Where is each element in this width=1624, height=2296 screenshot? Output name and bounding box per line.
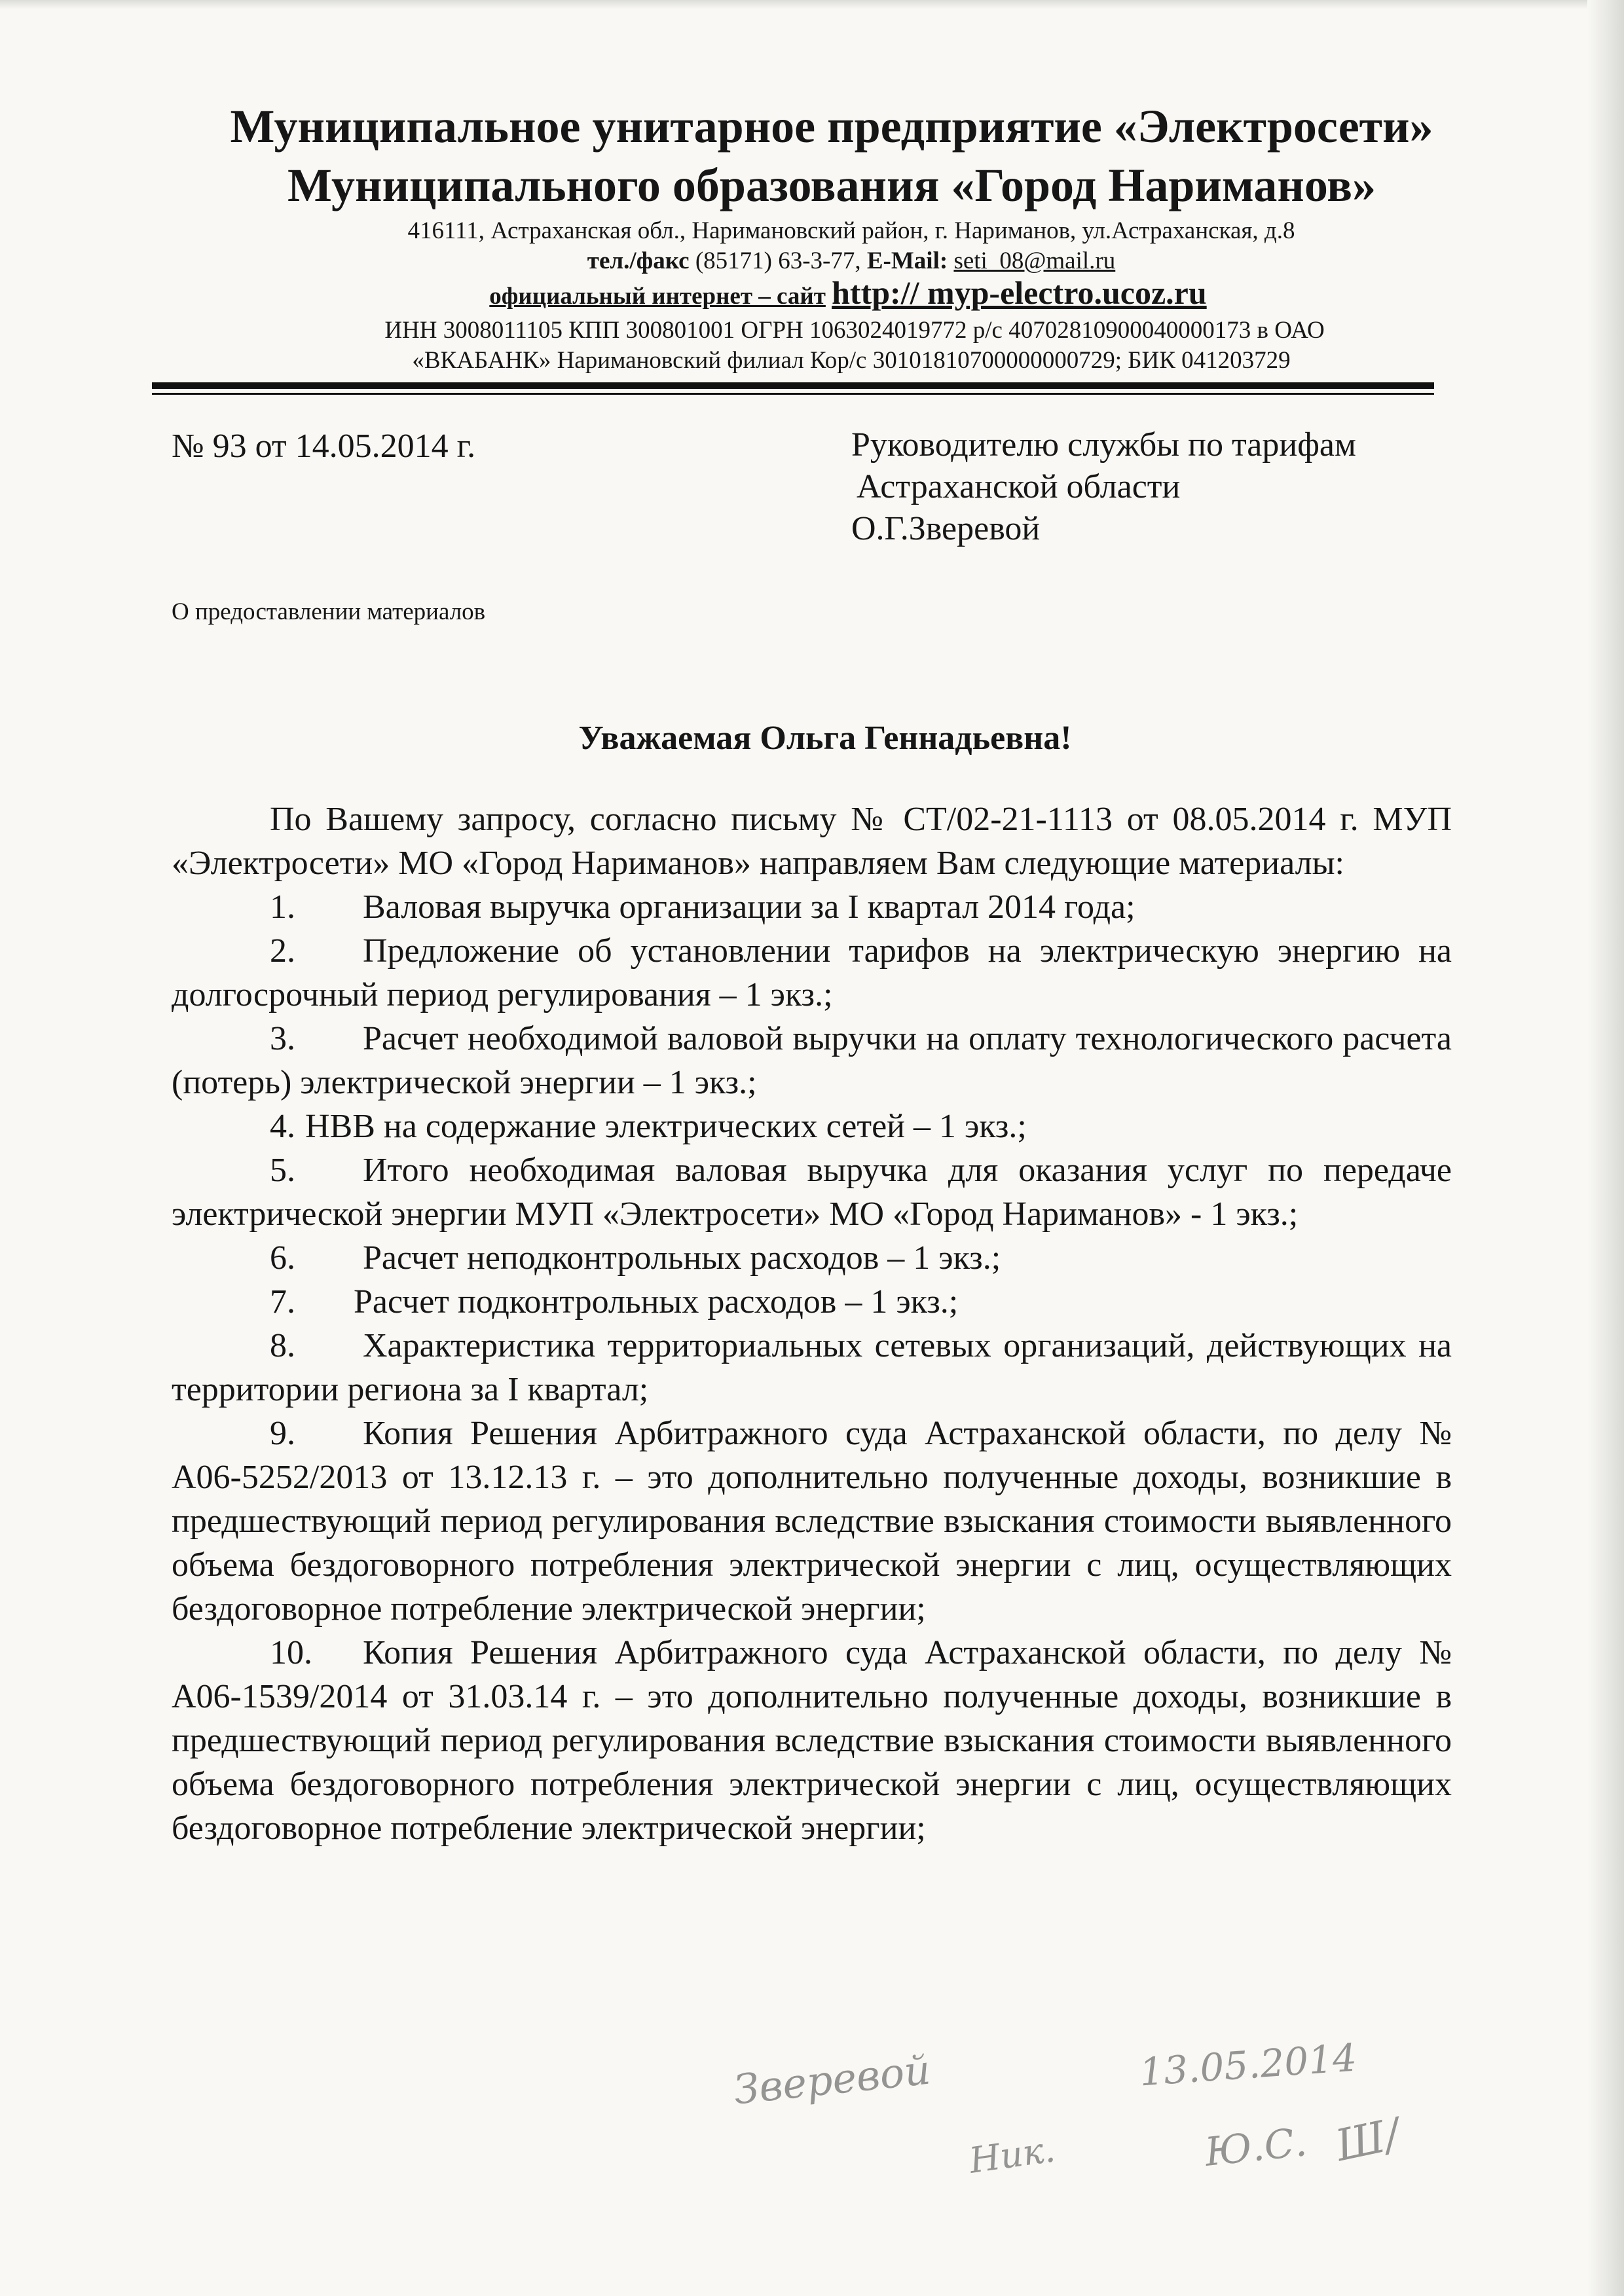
handwritten-date: 13.05.2014 (1138, 2035, 1359, 2095)
list-item-text: Расчет неподконтрольных расходов – 1 экз.; (363, 1239, 1001, 1277)
list-item-number: 1. (270, 888, 295, 926)
list-item (172, 929, 1452, 1017)
handwritten-signature: Ш/ (1331, 2108, 1405, 2172)
email-label: E-Mail: (866, 247, 948, 274)
list-item (172, 1631, 1452, 1850)
list-item (172, 1280, 1452, 1324)
addressee-line2: Астраханской области (857, 468, 1181, 505)
website-label: официальный интернет – сайт (489, 283, 826, 310)
tel-label: тел./факс (587, 247, 690, 274)
org-address: 416111, Астраханская обл., Наримановский район, г. Нариманов, ул.Астраханская, д.8 (407, 217, 1295, 244)
intro-paragraph: По Вашему запросу, согласно письму № СТ/02-21-1113 от 08.05.2014 г. МУП «Электросети» МО «Город Нариманов» направляем Вам следующие материалы: (172, 801, 1452, 882)
handwritten-note: Ник. (967, 2128, 1058, 2181)
addressee-line1: Руководителю службы по тарифам (851, 426, 1356, 464)
list-item (172, 1412, 1452, 1631)
org-website (0, 274, 1624, 312)
org-name-line2: Муниципального образования «Город Нариманов» (287, 159, 1376, 211)
website-url: http:// myp-electro.ucoz.ru (832, 274, 1207, 311)
list-item-number: 9. (270, 1415, 295, 1452)
list-item-number: 4. (270, 1108, 295, 1145)
list-item-text: Копия Решения Арбитражного суда Астраханской области, по делу № А06-5252/2013 от 13.12.13 г. – это дополнительно полученные доходы, возникшие в предшествующий период регулирования вследствие взыскания стоимости выявленного объема бездоговорного потребления электрической энергии с лиц, осуществляющих бездоговорное потребление электрической энергии; (172, 1415, 1452, 1628)
list-item (172, 1148, 1452, 1236)
list-item-number: 7. (270, 1283, 295, 1321)
org-bank-details-line1: ИНН 3008011105 КПП 300801001 ОГРН 1063024019772 р/с 40702810900040000173 в ОАО (384, 317, 1325, 344)
org-name-line1: Муниципальное унитарное предприятие «Электросети» (230, 100, 1433, 153)
org-contacts (0, 246, 1624, 276)
org-bank-details-line2: «ВКАБАНК» Наримановский филиал Кор/с 30101810700000000729; БИК 041203729 (412, 347, 1291, 374)
addressee-block (851, 424, 1356, 550)
email-value: seti_08@mail.ru (953, 247, 1116, 274)
tel-value: (85171) 63-3-77, (689, 247, 867, 274)
list-item-text: Характеристика территориальных сетевых организаций, действующих на территории региона за I квартал; (172, 1327, 1452, 1408)
list-item-text: Предложение об установлении тарифов на электрическую энергию на долгосрочный период регулирования – 1 экз.; (172, 932, 1452, 1013)
list-item-text: Валовая выручка организации за I квартал 2014 года; (363, 888, 1135, 926)
letter-subject: О предоставлении материалов (172, 598, 486, 625)
list-item-number: 10. (270, 1634, 312, 1671)
scan-edge-top (0, 0, 1624, 9)
list-item (172, 885, 1452, 929)
list-item (172, 1104, 1452, 1148)
list-item-number: 6. (270, 1239, 295, 1277)
handwritten-initials: Ю.С. (1202, 2119, 1309, 2176)
list-item-number: 2. (270, 932, 295, 970)
list-item (172, 1324, 1452, 1412)
list-item (172, 1017, 1452, 1104)
list-item-text: НВВ на содержание электрических сетей – 1 экз.; (305, 1108, 1027, 1145)
list-item-text: Копия Решения Арбитражного суда Астраханской области, по делу № А06-1539/2014 от 31.03.14 г. – это дополнительно полученные доходы, возникшие в предшествующий период регулирования вследствие взыскания стоимости выявленного объема бездоговорного потребления электрической энергии с лиц, осуществляющих бездоговорное потребление электрической энергии; (172, 1634, 1452, 1847)
list-item-number: 8. (270, 1327, 295, 1364)
list-item-number: 5. (270, 1152, 295, 1189)
letterhead-divider-thin (152, 393, 1434, 395)
letter-reference: № 93 от 14.05.2014 г. (172, 428, 476, 465)
list-item-text: Расчет необходимой валовой выручки на оплату технологического расчета (потерь) электрической энергии – 1 экз.; (172, 1020, 1452, 1101)
letterhead-divider-thick (152, 382, 1434, 389)
list-item-text: Итого необходимая валовая выручка для оказания услуг по передаче электрической энергии МУП «Электросети» МО «Город Нариманов» - 1 экз.; (172, 1152, 1452, 1233)
salutation: Уважаемая Ольга Геннадьевна! (578, 720, 1072, 757)
list-item (172, 1236, 1452, 1280)
addressee-line3: О.Г.Зверевой (851, 510, 1041, 547)
list-item-number: 3. (270, 1020, 295, 1057)
list-item-text: Расчет подконтрольных расходов – 1 экз.; (354, 1283, 959, 1321)
handwritten-note: Зверевой (731, 2045, 933, 2114)
letter-body (172, 797, 1452, 1850)
